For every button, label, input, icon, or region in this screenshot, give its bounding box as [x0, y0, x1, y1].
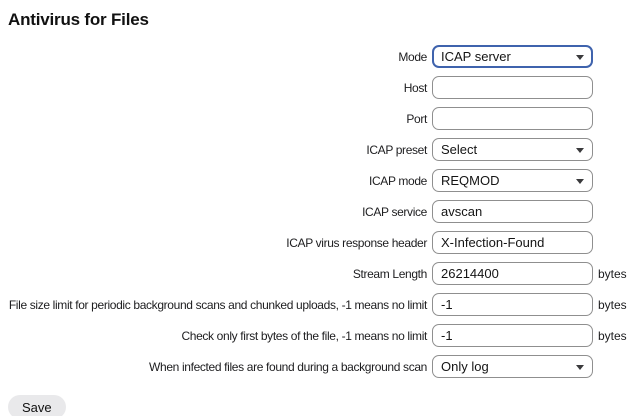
- port-control: [432, 107, 593, 130]
- file-size-limit-input[interactable]: [432, 293, 593, 316]
- stream-length-control: [432, 262, 593, 285]
- icap-service-control: [432, 200, 593, 223]
- check-first-bytes-label: Check only first bytes of the file, -1 means no limit: [181, 328, 427, 343]
- form-row-icap-virus-response-header: [8, 231, 632, 254]
- form-row-check-first-bytes: [8, 324, 632, 347]
- check-first-bytes-input[interactable]: [432, 324, 593, 347]
- port-input[interactable]: [432, 107, 593, 130]
- form-row-infected-files-action: [8, 355, 632, 378]
- form-row-icap-preset: [8, 138, 632, 161]
- mode-control: [432, 45, 593, 68]
- icap-virus-response-header-input[interactable]: [432, 231, 593, 254]
- antivirus-form: [8, 45, 632, 378]
- form-row-host: [8, 76, 632, 99]
- icap-mode-select[interactable]: [432, 169, 593, 192]
- infected-files-action-label: When infected files are found during a background scan: [149, 359, 427, 374]
- icap-virus-response-header-control: [432, 231, 593, 254]
- host-control: [432, 76, 593, 99]
- form-row-stream-length: [8, 262, 632, 285]
- form-row-mode: [8, 45, 632, 68]
- form-row-icap-service: [8, 200, 632, 223]
- page-title: Antivirus for Files: [8, 10, 149, 29]
- form-row-icap-mode: [8, 169, 632, 192]
- icap-virus-response-header-label: ICAP virus response header: [286, 235, 427, 250]
- stream-length-input[interactable]: [432, 262, 593, 285]
- check-first-bytes-unit-label: bytes: [598, 328, 627, 343]
- form-row-file-size-limit: [8, 293, 632, 316]
- file-size-limit-control: [432, 293, 593, 316]
- stream-length-label: Stream Length: [352, 266, 427, 281]
- icap-preset-select[interactable]: [432, 138, 593, 161]
- stream-length-unit-label: bytes: [598, 266, 627, 281]
- icap-mode-label: ICAP mode: [369, 173, 427, 188]
- file-size-limit-unit-label: bytes: [598, 297, 627, 312]
- port-label: Port: [406, 111, 427, 126]
- icap-service-label: ICAP service: [362, 204, 427, 219]
- form-row-port: [8, 107, 632, 130]
- infected-files-action-control: [432, 355, 593, 378]
- save-button[interactable]: Save: [8, 395, 66, 416]
- host-input[interactable]: [432, 76, 593, 99]
- icap-mode-control: [432, 169, 593, 192]
- icap-preset-control: [432, 138, 593, 161]
- mode-select[interactable]: [432, 45, 593, 68]
- icap-service-input[interactable]: [432, 200, 593, 223]
- host-label: Host: [403, 80, 427, 95]
- mode-label: Mode: [398, 49, 427, 64]
- infected-files-action-select[interactable]: [432, 355, 593, 378]
- icap-preset-label: ICAP preset: [366, 142, 427, 157]
- check-first-bytes-control: [432, 324, 593, 347]
- file-size-limit-label: File size limit for periodic background scans and chunked uploads, -1 means no limit: [8, 297, 427, 312]
